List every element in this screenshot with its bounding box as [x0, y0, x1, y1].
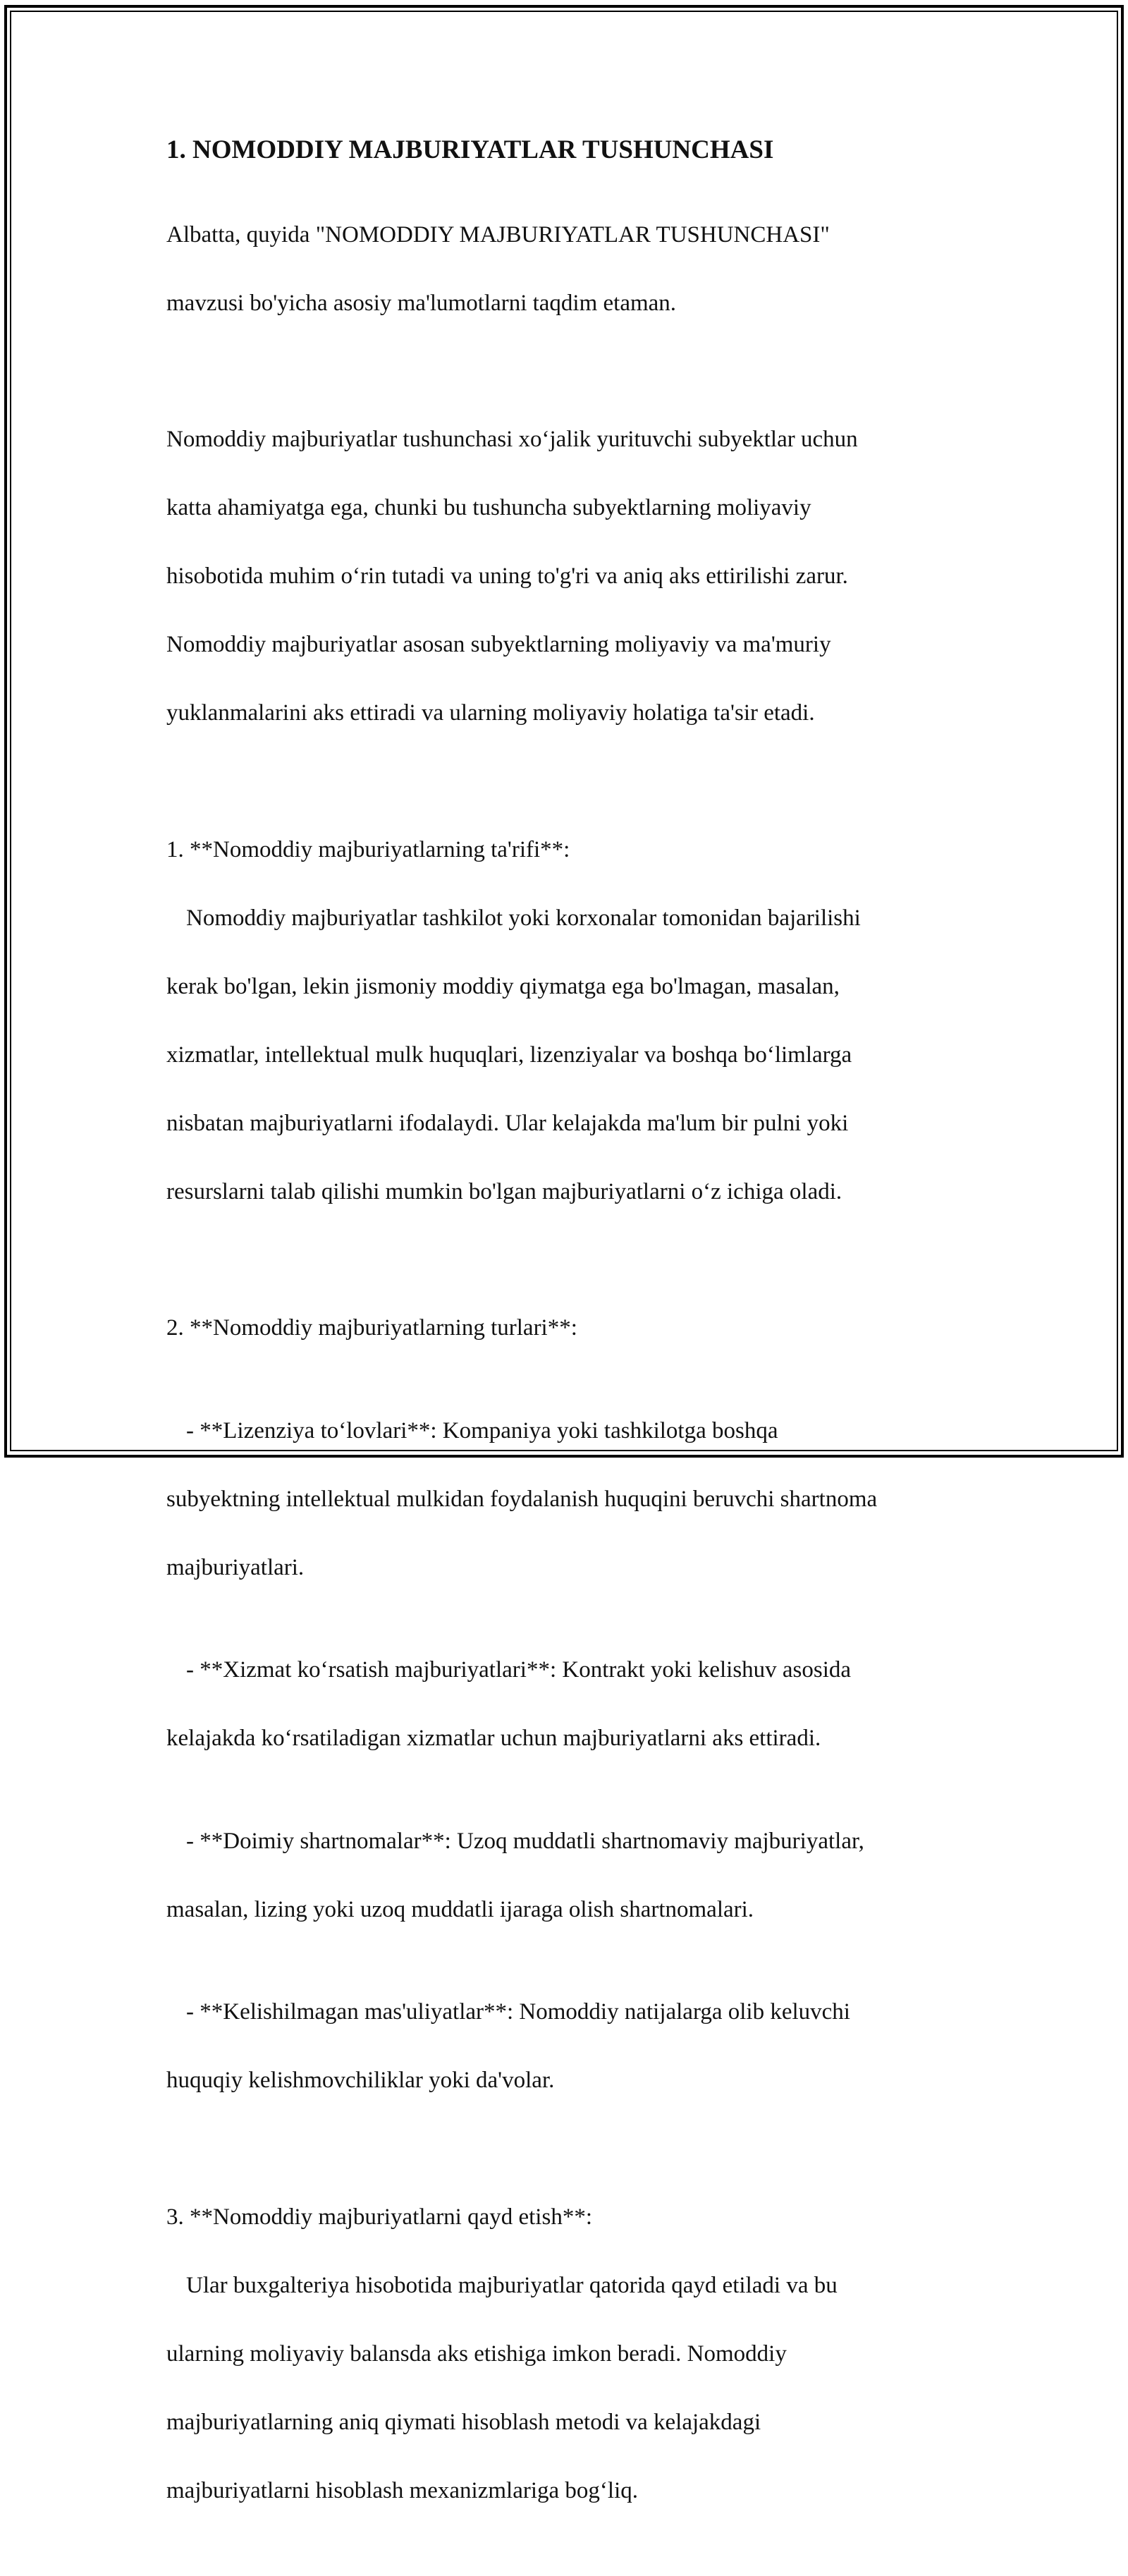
overview-line: hisobotida muhim oʻrin tutadi va uning to'g'ri va aniq aks ettirilishi zarur. — [166, 563, 848, 589]
list-item: - **Kelishilmagan mas'uliyatlar**: Nomoddiy natijalarga olib keluvchi — [186, 1999, 850, 2025]
document-body — [166, 133, 977, 2576]
list-item-continuation: masalan, lizing yoki uzoq muddatli ijaraga olish shartnomalari. — [166, 1896, 754, 1922]
section-line: majburiyatlarning aniq qiymati hisoblash metodi va kelajakdagi — [166, 2409, 761, 2435]
section-types — [166, 1277, 977, 2132]
section-line: kerak bo'lgan, lekin jismoniy moddiy qiymatga ega bo'lmagan, masalan, — [166, 973, 840, 999]
list-item-continuation: subyektning intellektual mulkidan foydalanish huquqini beruvchi shartnoma — [166, 1486, 878, 1512]
section-line: Ular buxgalteriya hisobotida majburiyatlar qatorida qayd etiladi va bu — [186, 2272, 838, 2298]
overview-line: Nomoddiy majburiyatlar tushunchasi xoʻjalik yurituvchi subyektlar uchun — [166, 427, 858, 452]
intro-line: Albatta, quyida "NOMODDIY MAJBURIYATLAR TUSHUNCHASI" — [166, 221, 830, 248]
section-line: majburiyatlarni hisoblash mexanizmlariga bogʻliq. — [166, 2477, 638, 2503]
section-line: nisbatan majburiyatlarni ifodalaydi. Ular kelajakda ma'lum bir pulni yoki — [166, 1110, 849, 1136]
section-line: ularning moliyaviy balansda aks etishiga imkon beradi. Nomoddiy — [166, 2340, 787, 2367]
intro-paragraph — [166, 183, 977, 355]
intro-line: mavzusi bo'yicha asosiy ma'lumotlarni taqdim etaman. — [166, 290, 677, 316]
list-item-continuation: huquqiy kelishmovchiliklar yoki da'volar. — [166, 2068, 555, 2093]
list-item: - **Xizmat koʻrsatish majburiyatlari**: Kontrakt yoki kelishuv asosida — [186, 1657, 852, 1683]
list-item-continuation: kelajakda koʻrsatiladigan xizmatlar uchun majburiyatlarni aks ettiradi. — [166, 1726, 821, 1751]
section-recording — [166, 2166, 977, 2542]
overview-paragraph — [166, 389, 977, 765]
section-heading: 3. **Nomoddiy majburiyatlarni qayd etish**: — [166, 2204, 592, 2230]
section-heading: 1. **Nomoddiy majburiyatlarning ta'rifi**: — [166, 836, 570, 862]
overview-line: katta ahamiyatga ega, chunki bu tushuncha subyektlarning moliyaviy — [166, 495, 811, 520]
list-item-continuation: majburiyatlari. — [166, 1554, 305, 1580]
list-item: - **Doimiy shartnomalar**: Uzoq muddatli shartnomaviy majburiyatlar, — [186, 1828, 864, 1854]
overview-line: yuklanmalarini aks ettiradi va ularning moliyaviy holatiga ta'sir etadi. — [166, 700, 815, 726]
list-item: - **Lizenziya toʻlovlari**: Kompaniya yoki tashkilotga boshqa — [186, 1417, 778, 1443]
section-line: Nomoddiy majburiyatlar tashkilot yoki korxonalar tomonidan bajarilishi — [186, 905, 861, 931]
section-definition — [166, 798, 977, 1243]
section-heading: 2. **Nomoddiy majburiyatlarning turlari**: — [166, 1315, 577, 1341]
page-title: 1. NOMODDIY MAJBURIYATLAR TUSHUNCHASI — [166, 135, 774, 164]
section-line: xizmatlar, intellektual mulk huquqlari, lizenziyalar va boshqa boʻlimlarga — [166, 1042, 852, 1068]
section-line: resurslarni talab qilishi mumkin bo'lgan majburiyatlarni oʻz ichiga oladi. — [166, 1178, 842, 1204]
overview-line: Nomoddiy majburiyatlar asosan subyektlarning moliyaviy va ma'muriy — [166, 632, 831, 657]
